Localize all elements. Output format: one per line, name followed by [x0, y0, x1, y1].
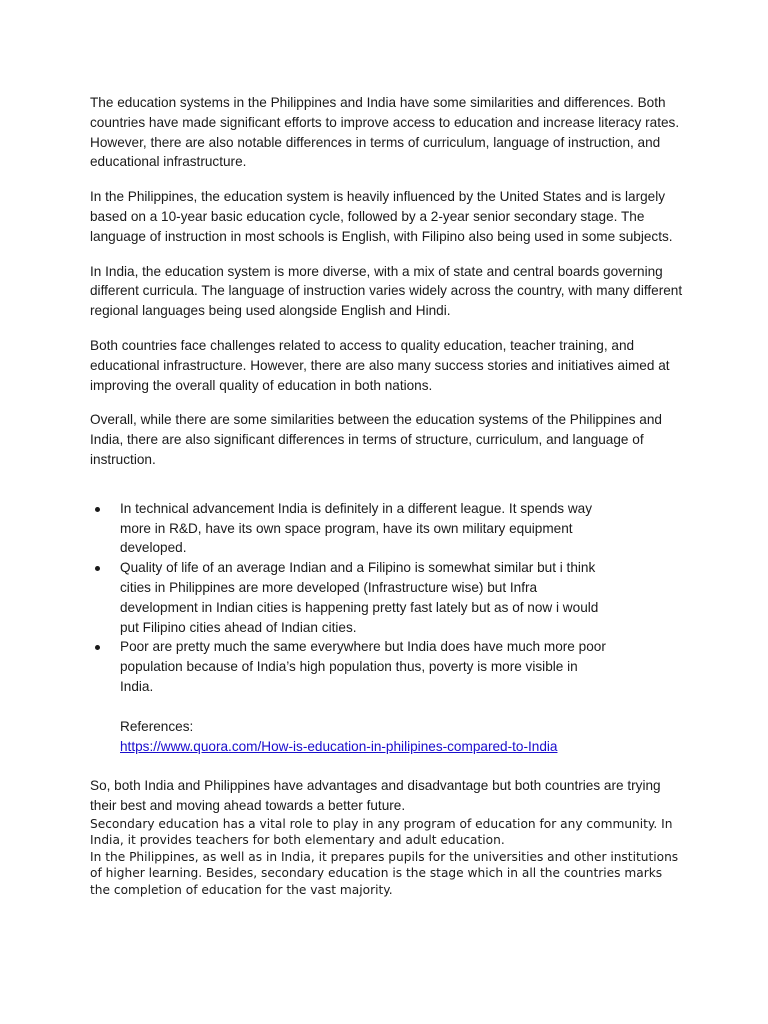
challenges-paragraph: Both countries face challenges related to access to quality education, teacher training, and educational infrastructure. However, there are also many success stories and initiatives aimed at improving the overall quality of education in both nations. — [90, 337, 670, 393]
list-item — [90, 637, 610, 696]
closing-paragraph: So, both India and Philippines have advantages and disadvantage but both countries are trying their best and moving ahead towards a better future. — [90, 778, 661, 814]
list-item — [90, 499, 610, 558]
philippines-paragraph: In the Philippines, the education system is heavily influenced by the United States and is largely based on a 10-year basic education cycle, followed by a 2-year senior secondary stage. The language of instruction in most schools is English, with Filipino also being used in some subjects. — [90, 189, 673, 244]
bullet-icon — [95, 645, 100, 650]
bullet-text: Poor are pretty much the same everywhere but India does have much more poor population because of India’s high population thus, poverty is more visible in India. — [120, 639, 606, 694]
document-page — [90, 93, 686, 898]
references-block — [90, 717, 686, 757]
intro-paragraph: The education systems in the Philippines and India have some similarities and differences. Both countries have made significant efforts to improve access to education and increase literacy rates. However, there are also notable differences in terms of curriculum, language of instruction, and educational infrastructure. — [90, 95, 680, 170]
bullet-text: In technical advancement India is definitely in a different league. It spends way more in R&D, have its own space program, have its own military equipment developed. — [120, 500, 593, 556]
bullet-icon — [95, 566, 100, 571]
comparison-bullet-list — [90, 499, 610, 697]
appendix-paragraph-philippines-india: In the Philippines, as well as in India, it prepares pupils for the universities and other institutions of higher learning. Besides, secondary education is the stage which in all the countries marks the completion of education for the vast majority. — [90, 849, 679, 897]
appendix-paragraph-secondary-role: Secondary education has a vital role to play in any program of education for any community. In India, it provides teachers for both elementary and adult education. — [90, 816, 673, 848]
reference-link[interactable]: https://www.quora.com/How-is-education-in-philipines-compared-to-India — [120, 738, 558, 754]
references-label: References: — [120, 718, 194, 734]
overall-paragraph: Overall, while there are some similarities between the education systems of the Philippines and India, there are also significant differences in terms of structure, curriculum, and language of instruction. — [90, 412, 662, 467]
bullet-text: Quality of life of an average Indian and a Filipino is somewhat similar but i think cities in Philippines are more developed (Infrastructure wise) but Infra development in Indian cities is happening pretty fast lately but as of now i would put Filipino cities ahead of Indian cities. — [120, 560, 599, 635]
list-item — [90, 558, 610, 637]
india-paragraph: In India, the education system is more diverse, with a mix of state and central boards governing different curricula. The language of instruction varies widely across the country, with many different regional languages being used alongside English and Hindi. — [90, 263, 683, 319]
bullet-icon — [95, 507, 100, 512]
